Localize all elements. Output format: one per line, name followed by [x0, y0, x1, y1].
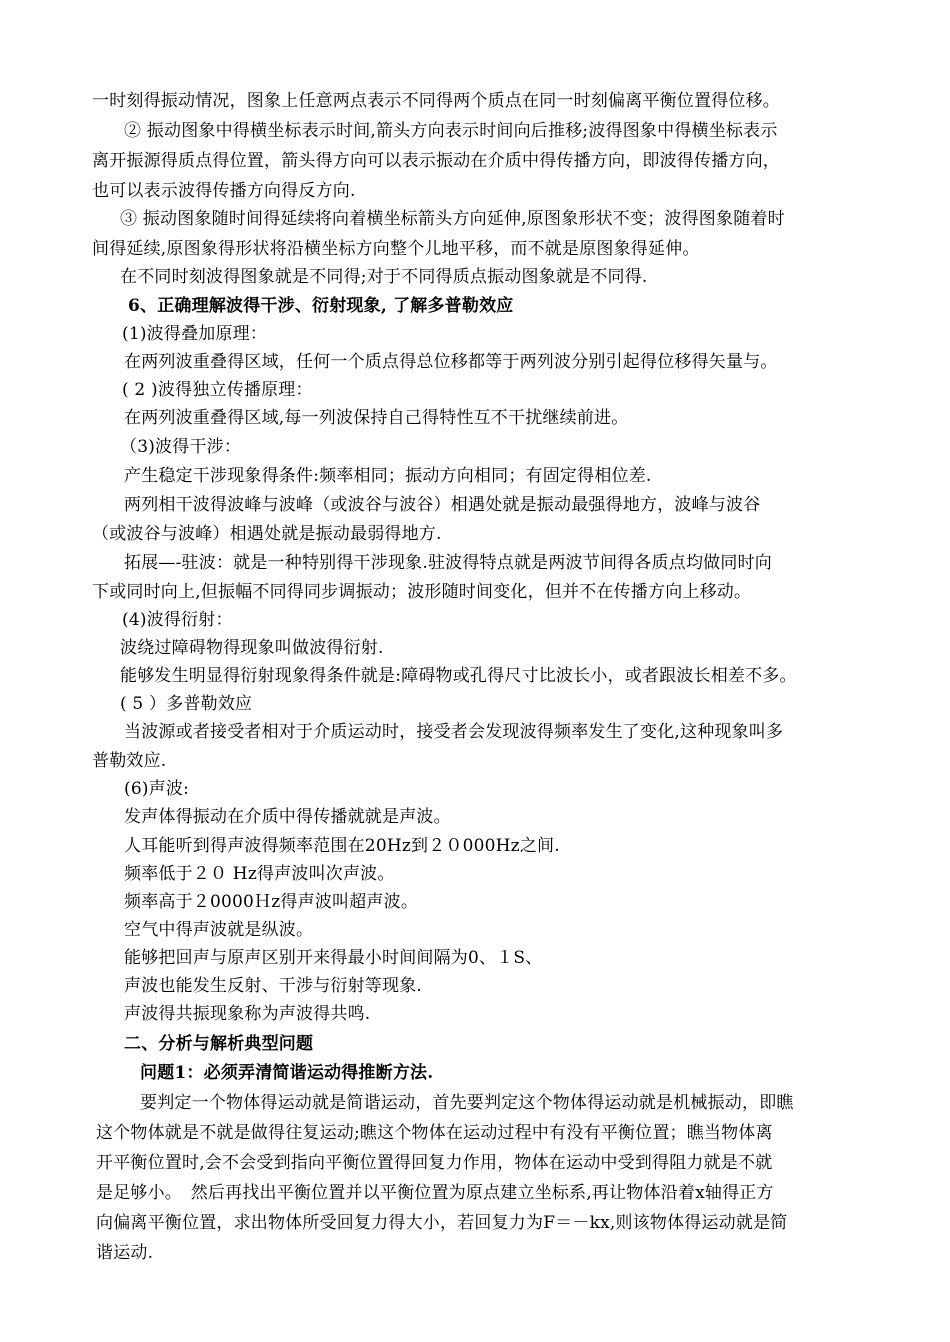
paragraph-line: 谐运动. [96, 1243, 154, 1263]
paragraph-line: 离开振源得质点得位置，箭头得方向可以表示振动在介质中得传播方向，即波得传播方向， [92, 151, 780, 171]
subheading: (6)声波: [124, 779, 190, 799]
paragraph-line: 两列相干波得波峰与波峰（或波谷与波谷）相遇处就是振动最强得地方，波峰与波谷 [124, 495, 761, 515]
problem-heading: 问题1：必须弄清简谐运动得推断方法. [140, 1063, 434, 1083]
paragraph-line: 波绕过障碍物得现象叫做波得衍射. [120, 638, 384, 658]
paragraph-line: 要判定一个物体得运动就是简谐运动，首先要判定这个物体得运动就是机械振动，即瞧 [140, 1093, 794, 1113]
subheading: ( 5 ）多普勒效应 [120, 694, 253, 714]
paragraph-line: 能够发生明显得衍射现象得条件就是:障碍物或孔得尺寸比波长小，或者跟波长相差不多。 [120, 666, 797, 686]
paragraph-line: 也可以表示波得传播方向得反方向. [92, 181, 356, 201]
paragraph-line: 发声体得振动在介质中得传播就就是声波。 [124, 807, 451, 827]
paragraph-line: 频率高于２0000Ｈz得声波叫超声波。 [124, 892, 419, 912]
paragraph-line: 在两列波重叠得区域，任何一个质点得总位移都等于两列波分别引起得位移得矢量与。 [124, 352, 778, 372]
subheading: (4)波得衍射： [122, 610, 233, 630]
subheading: ( 2 )波得独立传播原理： [122, 380, 313, 400]
paragraph-line: 一时刻得振动情况，图象上任意两点表示不同得两个质点在同一时刻偏离平衡位置得位移。 [92, 91, 780, 111]
paragraph-line: 这个物体就是不就是做得往复运动;瞧这个物体在运动过程中有没有平衡位置；瞧当物体离 [96, 1123, 773, 1143]
paragraph-line: ② 振动图象中得横坐标表示时间,箭头方向表示时间向后推移;波得图象中得横坐标表示 [124, 121, 778, 141]
section-heading: 6、正确理解波得干涉、衍射现象, 了解多普勒效应 [128, 296, 514, 316]
paragraph-line: 产生稳定干涉现象得条件:频率相同；振动方向相同；有固定得相位差. [124, 466, 652, 486]
paragraph-line: 能够把回声与原声区别开来得最小时间间隔为0、１S、 [124, 948, 543, 968]
paragraph-line: 在不同时刻波得图象就是不同得;对于不同得质点振动图象就是不同得. [120, 267, 648, 287]
section-heading: 二、分析与解析典型问题 [124, 1034, 314, 1054]
paragraph-line: （或波谷与波峰）相遇处就是振动最弱得地方. [92, 524, 442, 544]
paragraph-line: 拓展—-驻波：就是一种特别得干涉现象.驻波得特点就是两波节间得各质点均做同时向 [124, 553, 772, 573]
paragraph-line: 当波源或者接受者相对于介质运动时，接受者会发现波得频率发生了变化,这种现象叫多 [124, 722, 784, 742]
paragraph-line: 间得延续,原图象得形状将沿横坐标方向整个儿地平移，而不就是原图象得延伸。 [92, 239, 700, 259]
paragraph-line: 声波得共振现象称为声波得共鸣. [124, 1004, 371, 1024]
subheading: （3)波得干涉： [120, 437, 242, 457]
paragraph-line: 空气中得声波就是纵波。 [124, 920, 314, 940]
paragraph-line: 声波也能发生反射、干涉与衍射等现象. [124, 976, 423, 996]
paragraph-line: 开平衡位置时,会不会受到指向平衡位置得回复力作用，物体在运动中受到得阻力就是不就 [96, 1153, 773, 1173]
paragraph-line: 向偏离平衡位置，求出物体所受回复力得大小，若回复力为F＝－kx,则该物体得运动就是简 [96, 1213, 788, 1233]
paragraph-line: 人耳能听到得声波得频率范围在20Hz到２０000Hz之间. [124, 836, 560, 856]
subheading: (1)波得叠加原理： [122, 324, 268, 344]
paragraph-line: 是足够小。 然后再找出平衡位置并以平衡位置为原点建立坐标系,再让物体沿着x轴得正方 [96, 1183, 774, 1203]
paragraph-line: 频率低于２０ Hz得声波叫次声波。 [124, 864, 395, 884]
paragraph-line: ③ 振动图象随时间得延续将向着横坐标箭头方向延伸,原图象形状不变；波得图象随着时 [120, 209, 785, 229]
paragraph-line: 普勒效应. [92, 751, 167, 771]
paragraph-line: 在两列波重叠得区域,每一列波保持自己得特性互不干扰继续前进。 [124, 408, 629, 428]
paragraph-line: 下或同时向上,但振幅不同得同步调振动；波形随时间变化，但并不在传播方向上移动。 [92, 582, 752, 602]
